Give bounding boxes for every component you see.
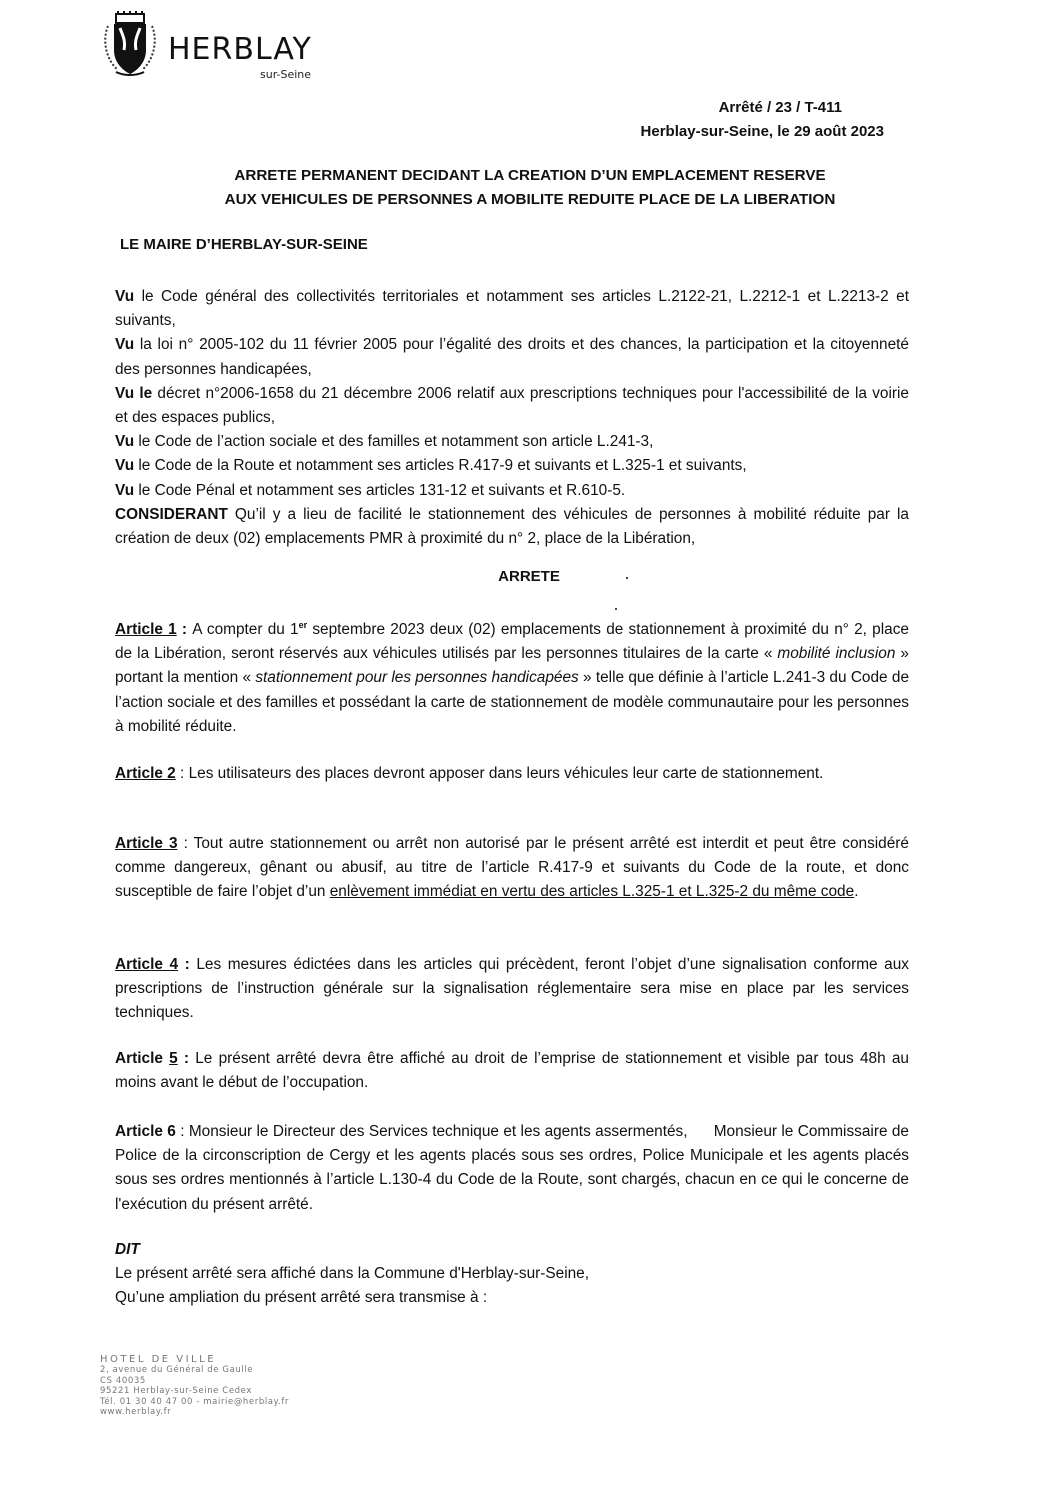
place-and-date: Herblay-sur-Seine, le 29 août 2023 <box>640 123 884 140</box>
document-title <box>150 164 910 212</box>
dit-heading: DIT <box>115 1241 140 1258</box>
dit-line: Qu’une ampliation du présent arrêté sera transmise à : <box>115 1289 488 1307</box>
footer-line: 95221 Herblay-sur-Seine Cedex <box>100 1386 252 1397</box>
footer-line: Tél. 01 30 40 47 00 - mairie@herblay.fr <box>100 1396 290 1407</box>
decree-number: Arrêté / 23 / T-411 <box>718 99 842 116</box>
visa-item: Vu le Code Pénal et notamment ses articles 131-12 et suivants et R.610-5. <box>115 481 626 499</box>
article-label: Article 6 <box>115 1123 176 1140</box>
article-5: Article 5 : Le présent arrêté devra être affiché au droit de l’emprise de stationnement et visible par tous 48h au moins avant le début de l’occupation. <box>115 1050 909 1092</box>
article-2: Article 2 : Les utilisateurs des places devront apposer dans leurs véhicules leur carte de stationnement. <box>115 765 824 782</box>
visa-item: Vu le Code général des collectivités territoriales et notamment ses articles L.2122-21, L.2212-1 et L.2213-2 et suivants, <box>115 288 909 330</box>
article-4: Article 4 : Les mesures édictées dans les articles qui précèdent, feront l’objet d’une signalisation conforme aux prescriptions de l’instruction générale sur la signalisation réglementaire sera mise en place par les services techniques. <box>115 956 909 1022</box>
footer-line: CS 40035 <box>100 1375 146 1386</box>
logo-wordmark: HERBLAY <box>168 32 312 67</box>
decision-heading: ARRETE <box>498 568 560 585</box>
footer-line: HOTEL DE VILLE <box>100 1354 217 1365</box>
scan-speck <box>615 608 617 610</box>
footer-line: 2, avenue du Général de Gaulle <box>100 1365 254 1376</box>
article-3: Article 3 : Tout autre stationnement ou arrêt non autorisé par le présent arrêté est interdit et peut être considéré comme dangereux, gênant ou abusif, au titre de l’article R.417-9 et suivants du Code de la route, et donc susceptible de faire l’objet d’un enlèvement immédiat en vertu des articles L.325-1 et L.325-2 du même code. <box>115 835 909 901</box>
dit-section <box>115 1238 909 1311</box>
title-line-2: AUX VEHICULES DE PERSONNES A MOBILITE REDUITE PLACE DE LA LIBERATION <box>224 191 836 208</box>
scan-speck <box>626 577 628 579</box>
visa-item: Vu le décret n°2006-1658 du 21 décembre 2006 relatif aux prescriptions techniques pour l'accessibilité de la voirie et des espaces publics, <box>115 384 909 427</box>
title-line-1: ARRETE PERMANENT DECIDANT LA CREATION D’UN EMPLACEMENT RESERVE <box>234 167 826 184</box>
article-label: Article 2 <box>115 765 176 782</box>
coat-of-arms-icon <box>100 10 160 78</box>
article-label: Article 3 <box>115 835 178 852</box>
underlined-clause: enlèvement immédiat en vertu des articles L.325-1 et L.325-2 du même code <box>329 883 855 901</box>
article-6: Article 6 : Monsieur le Directeur des Services technique et les agents assermentés, Monsieur le Commissaire de Police de la circonscription de Cergy et les agents placés sous ses ordres, Police Municipale et les agents placés sous ses ordres mentionnés à l’article L.130-4 du Code de la Route, sont chargés, chacun en ce qui le concerne de l'exécution du présent arrêté. <box>115 1123 914 1213</box>
town-hall-address-footer <box>100 1355 289 1417</box>
issuing-authority: LE MAIRE D’HERBLAY-SUR-SEINE <box>120 236 368 253</box>
visa-item: Vu le Code de l’action sociale et des familles et notamment son article L.241-3, <box>115 433 654 451</box>
visa-item: Vu la loi n° 2005-102 du 11 février 2005 pour l’égalité des droits et des chances, la participation et la citoyenneté des personnes handicapées, <box>115 336 909 378</box>
herblay-logo <box>100 6 330 82</box>
article-1: Article 1 : A compter du 1er septembre 2023 deux (02) emplacements de stationnement à proximité du n° 2, place de la Libération, seront réservés aux véhicules utilisés par les personnes titulaires de la carte « mobilité inclusion » portant la mention « stationnement pour les personnes handicapées » telle que définie à l’article L.241-3 du Code de l’action sociale et des familles et possédant la carte de stationnement de modèle communautaire pour les personnes à mobilité réduite. <box>115 619 910 735</box>
article-label: Article 5 <box>115 1050 178 1067</box>
visas-section <box>115 285 909 551</box>
reference-block <box>564 96 884 144</box>
dit-line: Le présent arrêté sera affiché dans la Commune d'Herblay-sur-Seine, <box>115 1265 590 1283</box>
logo-subtitle: sur-Seine <box>260 68 312 81</box>
footer-line: www.herblay.fr <box>100 1407 172 1418</box>
article-label: Article 1 <box>115 621 177 638</box>
considerant-item: CONSIDERANT Qu’il y a lieu de facilité le stationnement des véhicules de personnes à mobilité réduite par la création de deux (02) emplacements PMR à proximité du n° 2, place de la Libération, <box>115 505 909 548</box>
article-label: Article 4 <box>115 956 179 973</box>
visa-item: Vu le Code de la Route et notamment ses articles R.417-9 et suivants et L.325-1 et suivants, <box>115 457 747 475</box>
